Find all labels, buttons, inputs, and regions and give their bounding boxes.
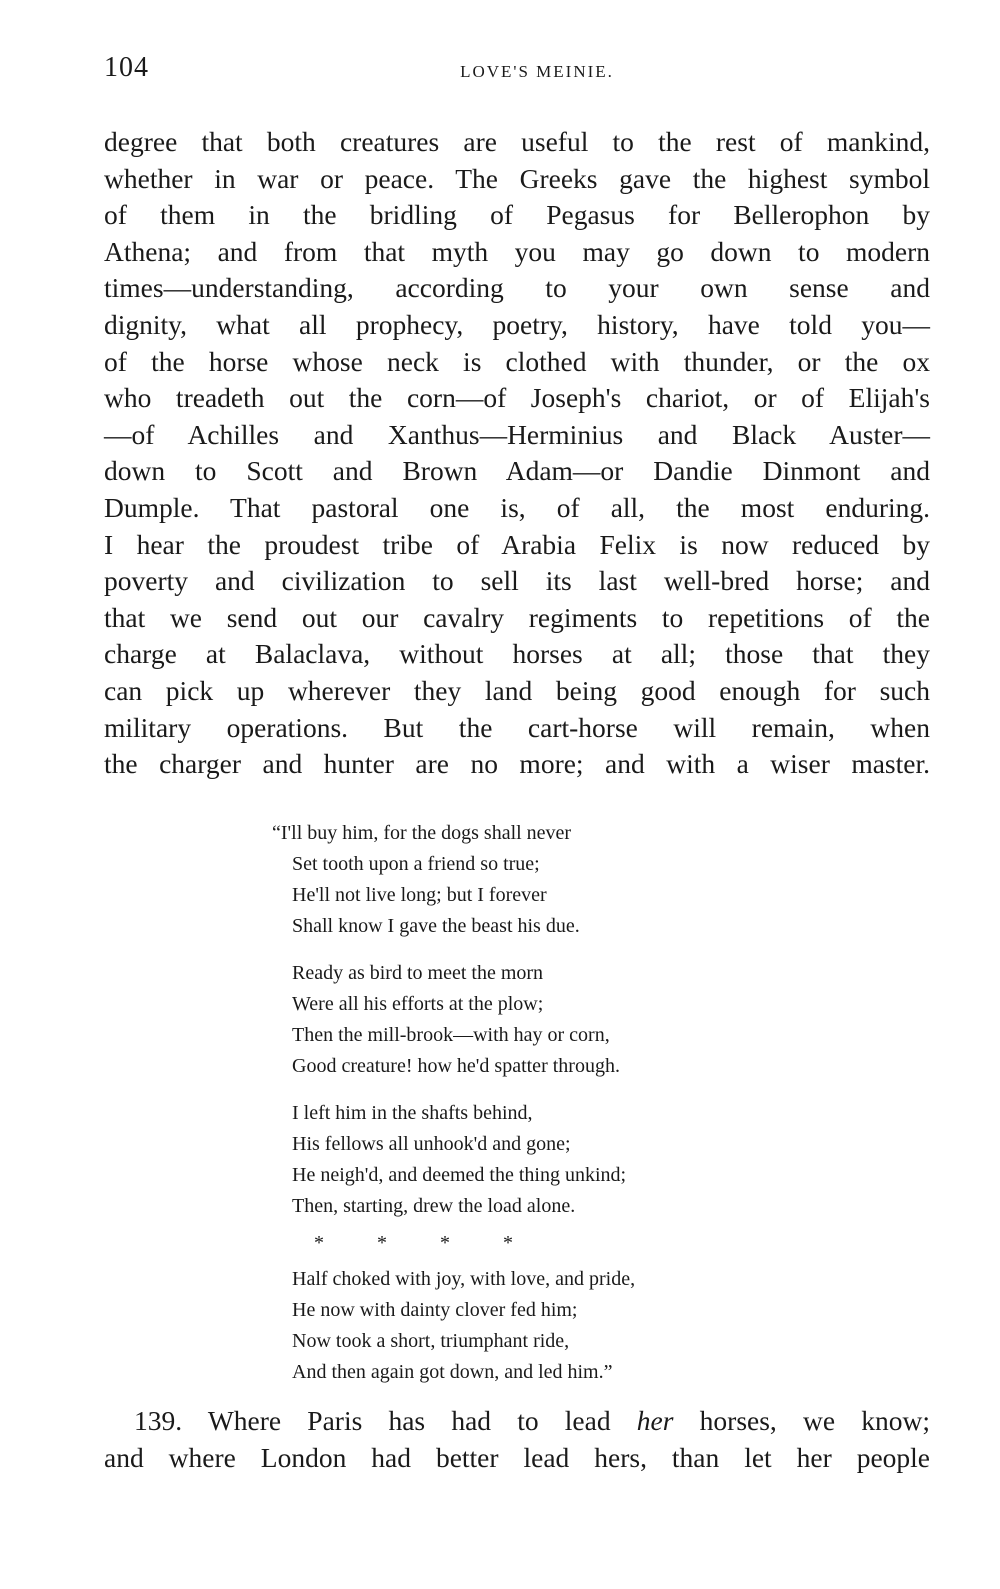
poem-line: He'll not live long; but I forever: [292, 884, 547, 906]
text-line: that we send out our cavalry regiments to repetitions of the: [104, 601, 930, 633]
poem-line: Ready as bird to meet the morn: [292, 962, 544, 984]
running-head: [104, 52, 930, 92]
poem-line: “I'll buy him, for the dogs shall never: [272, 822, 572, 844]
section-break-asterisks: * * * *: [314, 1232, 513, 1254]
text-line: degree that both creatures are useful to the rest of mankind,: [104, 126, 930, 157]
page-number: 104: [104, 52, 149, 83]
text-line: of the horse whose neck is clothed with thunder, or the ox: [104, 345, 930, 377]
poem-line: Good creature! how he'd spatter through.: [292, 1055, 620, 1077]
text-line: Dumple. That pastoral one is, of all, the most enduring.: [104, 491, 930, 523]
running-title: LOVE'S MEINIE.: [460, 62, 614, 81]
text-line: Athena; and from that myth you may go down to modern: [104, 235, 930, 267]
text-line: times—understanding, according to your own sense and: [104, 272, 930, 304]
text-line: poverty and civilization to sell its last well-bred horse; and: [104, 565, 930, 597]
text-line: who treadeth out the corn—of Joseph's chariot, or of Elijah's: [104, 382, 930, 414]
text-line: charge at Balaclava, without horses at all; those that they: [104, 638, 930, 670]
text-line: —of Achilles and Xanthus—Herminius and Black Auster—: [104, 418, 930, 450]
text-run: Where Paris has had to lead: [207, 1405, 611, 1436]
text-line: [104, 1403, 930, 1440]
text-line: down to Scott and Brown Adam—or Dandie Dinmont and: [104, 455, 930, 487]
text-line: dignity, what all prophecy, poetry, history, have told you—: [104, 308, 930, 340]
poem-stanza: [272, 1098, 832, 1222]
poem-line: Shall know I gave the beast his due.: [292, 915, 580, 937]
poem-line: I left him in the shafts behind,: [292, 1102, 533, 1124]
poem-line: And then again got down, and led him.”: [292, 1361, 613, 1383]
poem-line: Set tooth upon a friend so true;: [292, 853, 540, 875]
emphasis-text: her: [636, 1405, 674, 1436]
body-paragraph-139: [104, 1403, 930, 1476]
poem-line: Half choked with joy, with love, and pride,: [292, 1268, 636, 1290]
body-paragraph: [104, 124, 930, 783]
poem-stanza: [272, 1264, 832, 1388]
poem-line: Were all his efforts at the plow;: [292, 993, 544, 1015]
poem-line: Now took a short, triumphant ride,: [292, 1330, 570, 1352]
poem-line: He neigh'd, and deemed the thing unkind;: [292, 1164, 627, 1186]
poem-line: His fellows all unhook'd and gone;: [292, 1133, 571, 1155]
paragraph-number: 139.: [134, 1405, 183, 1436]
poem-line: Then, starting, drew the load alone.: [292, 1195, 576, 1217]
text-line: the charger and hunter are no more; and with a wiser master.: [104, 748, 930, 780]
text-run: horses, we know;: [699, 1405, 930, 1436]
text-line: can pick up wherever they land being good enough for such: [104, 674, 930, 706]
poem-stanza: [272, 958, 832, 1082]
poem-quotation: [272, 818, 832, 1404]
text-line: whether in war or peace. The Greeks gave the highest symbol: [104, 162, 930, 194]
text-line: I hear the proudest tribe of Arabia Felix is now reduced by: [104, 528, 930, 560]
text-line: of them in the bridling of Pegasus for Bellerophon by: [104, 199, 930, 231]
text-line: military operations. But the cart-horse will remain, when: [104, 711, 930, 743]
poem-stanza: [272, 818, 832, 942]
poem-line: He now with dainty clover fed him;: [292, 1299, 578, 1321]
text-line: and where London had better lead hers, than let her people: [104, 1441, 930, 1473]
poem-line: Then the mill-brook—with hay or corn,: [292, 1024, 610, 1046]
